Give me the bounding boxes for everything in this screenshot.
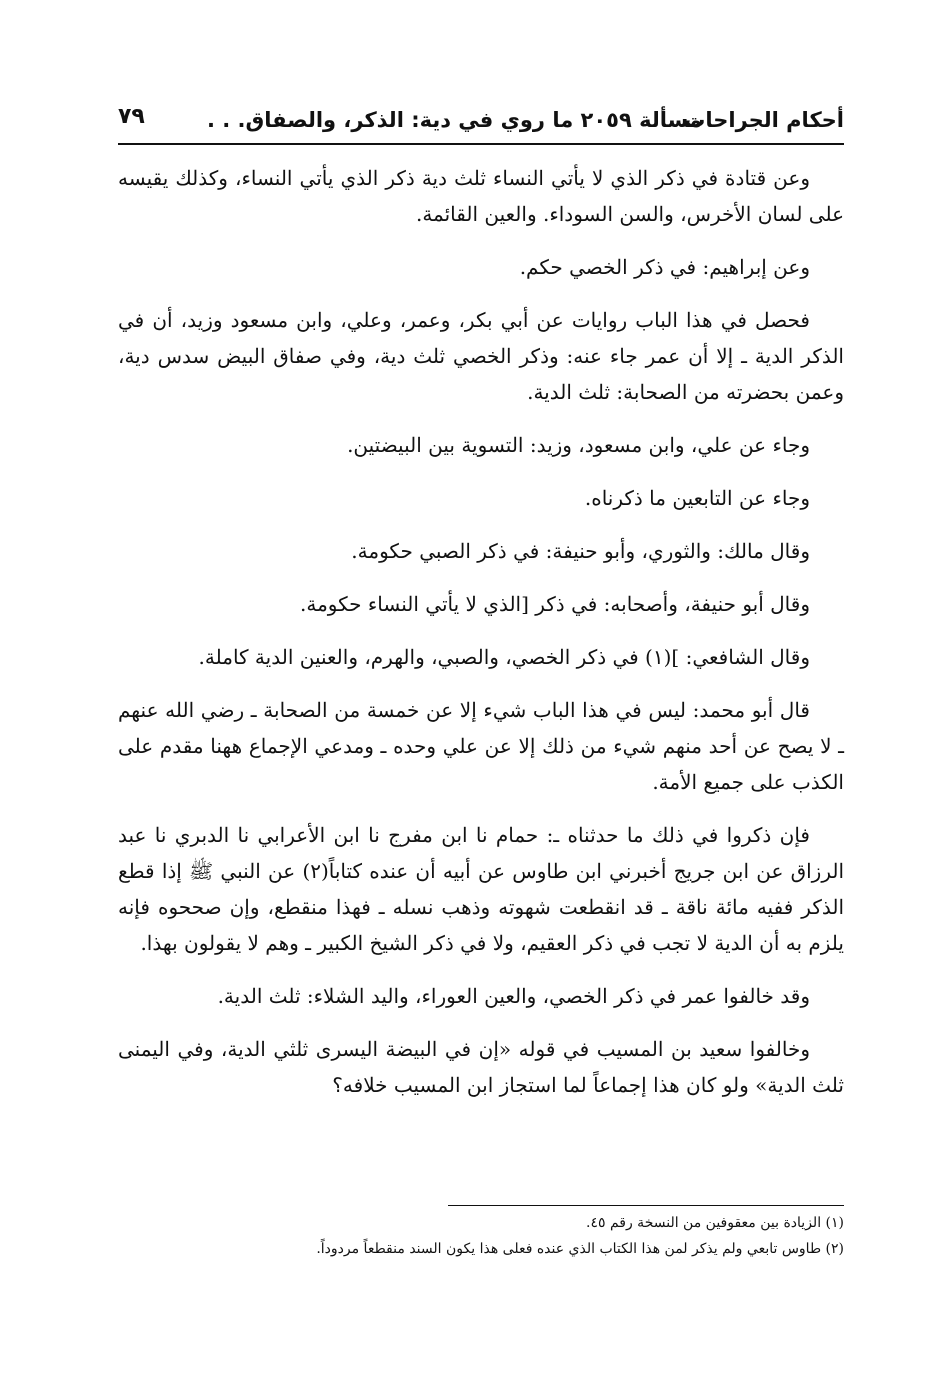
paragraph: فحصل في هذا الباب روايات عن أبي بكر، وعمر، وعلي، وابن مسعود وزيد، أن في الذكر الدية ـ إلا أن عمر جاء عنه: وذكر الخصي ثلث دية، وفي صفاق البيض سدس دية، وعمن بحضرته من الصحابة: ثلث الدية. — [118, 308, 844, 404]
book-title: أحكام الجراحات — [684, 108, 844, 132]
paragraph: وخالفوا سعيد بن المسيب في قوله «إن في البيضة اليسرى ثلثي الدية، وفي اليمنى ثلث الدية» ولو كان هذا إجماعاً لما استجاز ابن المسيب خلافه؟ — [118, 1037, 844, 1097]
header-divider — [118, 143, 844, 145]
paragraph: وجاء عن علي، وابن مسعود، وزيد: التسوية بين البيضتين. — [347, 433, 810, 457]
paragraph: قال أبو محمد: ليس في هذا الباب شيء إلا عن خمسة من الصحابة ـ رضي الله عنهم ـ لا يصح عن أحد منهم شيء من ذلك إلا عن علي وحده ـ ومدعي الإجماع ههنا مقدم على الكذب على جميع الأمة. — [118, 698, 844, 794]
paragraph: وقال الشافعي: ](١) في ذكر الخصي، والصبي، والهرم، والعنين الدية كاملة. — [198, 645, 810, 669]
footnote: (٢) طاوس تابعي ولم يذكر لمن هذا الكتاب الذي عنده فعلى هذا يكون السند منقطعاً مردوداً. — [316, 1241, 844, 1257]
page-number: ٧٩ — [118, 104, 145, 129]
running-header — [118, 104, 844, 140]
footnote: (١) الزيادة بين معقوفين من النسخة رقم ٤٥. — [586, 1215, 844, 1231]
paragraph: وجاء عن التابعين ما ذكرناه. — [584, 486, 810, 510]
paragraph: وقال أبو حنيفة، وأصحابه: في ذكر [الذي لا يأتي النساء حكومة. — [300, 592, 810, 616]
paragraph: وقد خالفوا عمر في ذكر الخصي، والعين العوراء، واليد الشلاء: ثلث الدية. — [217, 984, 810, 1008]
footnote-divider — [448, 1205, 844, 1206]
main-text — [118, 160, 844, 1120]
paragraph: وقال مالك: والثوري، وأبو حنيفة: في ذكر الصبي حكومة. — [351, 539, 810, 563]
chapter-topic: مسألة ٢٠٥٩ ما روي في دية: الذكر، والصفاق. . . — [206, 108, 702, 132]
paragraph: فإن ذكروا في ذلك ما حدثناه ـ: حمام نا ابن مفرج نا ابن الأعرابي نا الدبري نا عبد الرزاق عن ابن جريج أخبرني ابن طاوس عن أبيه أن عنده كتاباً(٢) عن النبي ﷺ إذا قطع الذكر ففيه مائة ناقة ـ قد انقطعت شهوته وذهب نسله ـ فهذا منقطع، وإن صححوه فإنه يلزم به أن الدية لا تجب في ذكر العقيم، ولا في ذكر الشيخ الكبير ـ وهم لا يقولون بهذا. — [118, 823, 845, 955]
paragraph: وعن قتادة في ذكر الذي لا يأتي النساء ثلث دية ذكر الذي يأتي النساء، وكذلك يقيسه على لسان الأخرس، والسن السوداء. والعين القائمة. — [118, 166, 844, 226]
paragraph: وعن إبراهيم: في ذكر الخصي حكم. — [519, 255, 810, 279]
footnotes — [118, 1210, 844, 1262]
